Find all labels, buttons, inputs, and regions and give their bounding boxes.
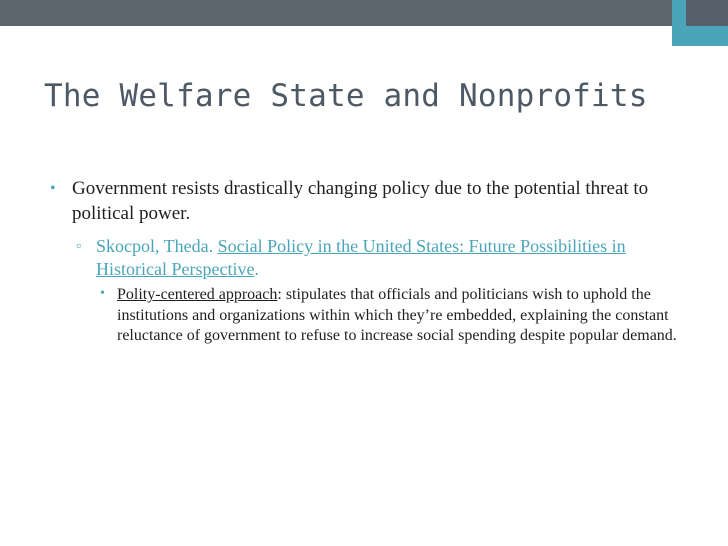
bullet-1-text: Government resists drastically changing policy due to the potential threat to political power. (72, 178, 649, 224)
top-band (0, 0, 728, 26)
bullet-level-1 (50, 176, 650, 226)
bullet-level-3 (100, 285, 712, 347)
bullet-square-icon: ▫ (76, 239, 81, 254)
slide-title: The Welfare State and Nonprofits (44, 78, 648, 114)
bullet-dot-icon: • (50, 180, 56, 197)
citation (96, 235, 636, 281)
citation-work-link[interactable]: Social Policy in the United States: Future Possibilities in Historical Perspective (96, 236, 626, 279)
term-polity-centered: Polity-centered approach (117, 286, 278, 303)
citation-author: Skocpol, Theda. (96, 236, 218, 256)
term-definition: : stipulates that officials and politicians wish to uphold the institutions and organizations within which they’re embedded, explaining the constant reluctance of government to refuse to increase social spending despite popular demand. (117, 286, 677, 344)
citation-trail: . (254, 259, 259, 279)
bullet-small-dot-icon: • (100, 286, 105, 301)
bullet-3-text (117, 285, 712, 347)
accent-tab-inner (686, 0, 728, 26)
bullet-level-2 (76, 235, 636, 281)
